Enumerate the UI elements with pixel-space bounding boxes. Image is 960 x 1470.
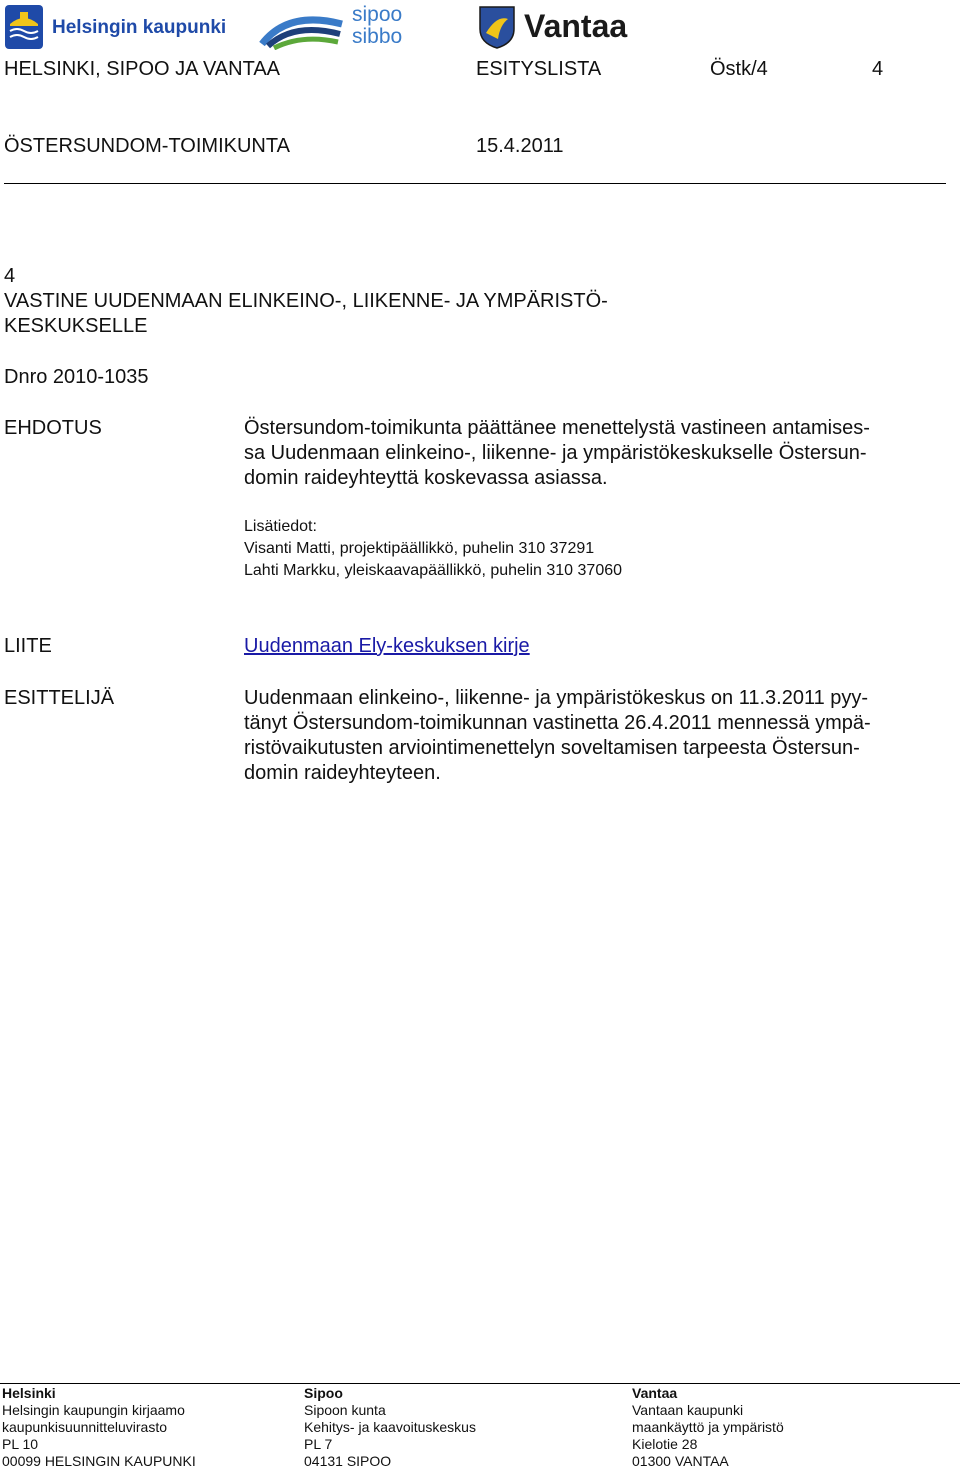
header-doc-type: ESITYSLISTA — [476, 58, 602, 80]
header-committee: ÖSTERSUNDOM-TOIMIKUNTA — [4, 135, 290, 157]
footer-divider — [0, 1383, 960, 1384]
footer-sipoo-heading: Sipoo — [304, 1385, 343, 1401]
proposal-text — [244, 416, 944, 491]
sipoo-logo-line2: sibbo — [352, 25, 403, 48]
proposal-line: Östersundom-toimikunta päättänee menettelystä vastineen antamises- — [244, 417, 870, 439]
presenter-label: ESITTELIJÄ — [4, 687, 115, 709]
presenter-text — [244, 686, 944, 786]
footer-line: Kehitys- ja kaavoituskeskus — [304, 1419, 476, 1435]
proposal-label: EHDOTUS — [4, 417, 102, 439]
footer-helsinki — [2, 1385, 292, 1470]
footer-line: Kielotie 28 — [632, 1436, 698, 1452]
footer-line: 01300 VANTAA — [632, 1453, 729, 1469]
item-title-line1: VASTINE UUDENMAAN ELINKEINO-, LIIKENNE- JA YMPÄRISTÖ- — [4, 290, 608, 312]
footer-vantaa-heading: Vantaa — [632, 1385, 678, 1401]
footer-line: Sipoon kunta — [304, 1402, 386, 1418]
proposal-line: domin raideyhteyttä koskevassa asiassa. — [244, 467, 608, 489]
header-date: 15.4.2011 — [476, 135, 564, 157]
footer-line: PL 7 — [304, 1436, 333, 1452]
footer-helsinki-heading: Helsinki — [2, 1385, 56, 1401]
header-meeting-code: Östk/4 — [710, 58, 768, 80]
header-org: HELSINKI, SIPOO JA VANTAA — [4, 58, 281, 80]
presenter-line: domin raideyhteyteen. — [244, 762, 441, 784]
presenter-line: ristövaikutusten arviointimenettelyn soveltamisen tarpeesta Östersun- — [244, 737, 860, 759]
presenter-line: Uudenmaan elinkeino-, liikenne- ja ympäristökeskus on 11.3.2011 pyy- — [244, 687, 869, 709]
item-number: 4 — [4, 265, 16, 287]
vantaa-logo-text: Vantaa — [524, 8, 628, 44]
sipoo-logo — [258, 4, 418, 50]
footer-line: kaupunkisuunnitteluvirasto — [2, 1419, 167, 1435]
item-dnro: Dnro 2010-1035 — [4, 366, 149, 388]
header-page-number: 4 — [872, 58, 884, 80]
attachment-label: LIITE — [4, 635, 52, 657]
sipoo-swoosh-icon — [258, 4, 346, 50]
footer-vantaa — [632, 1385, 952, 1470]
contacts-heading: Lisätiedot: — [244, 518, 317, 535]
item-title-line2: KESKUKSELLE — [4, 315, 148, 337]
contact-line: Visanti Matti, projektipäällikkö, puhelin 310 37291 — [244, 540, 595, 557]
footer-line: Vantaan kaupunki — [632, 1402, 744, 1418]
header-divider — [4, 183, 946, 184]
sipoo-logo-line1: sipoo — [352, 3, 403, 26]
attachment-link[interactable]: Uudenmaan Ely-keskuksen kirje — [244, 635, 530, 657]
proposal-line: sa Uudenmaan elinkeino-, liikenne- ja ympäristökeskukselle Östersun- — [244, 442, 867, 464]
contact-line: Lahti Markku, yleiskaavapäällikkö, puhelin 310 37060 — [244, 562, 623, 579]
footer-line: 00099 HELSINGIN KAUPUNKI — [2, 1453, 196, 1469]
footer-line: Helsingin kaupungin kirjaamo — [2, 1402, 185, 1418]
helsinki-crest-icon — [4, 4, 44, 50]
footer-line: 04131 SIPOO — [304, 1453, 392, 1469]
footer-line: PL 10 — [2, 1436, 39, 1452]
vantaa-logo — [478, 4, 638, 50]
footer-sipoo — [304, 1385, 614, 1470]
footer-line: maankäyttö ja ympäristö — [632, 1419, 784, 1435]
helsinki-logo — [4, 4, 244, 50]
contacts-block — [244, 516, 944, 582]
vantaa-shield-icon — [478, 5, 516, 49]
presenter-line: tänyt Östersundom-toimikunnan vastinetta 26.4.2011 mennessä ympä- — [244, 712, 871, 734]
helsinki-logo-text: Helsingin kaupunki — [52, 17, 227, 38]
